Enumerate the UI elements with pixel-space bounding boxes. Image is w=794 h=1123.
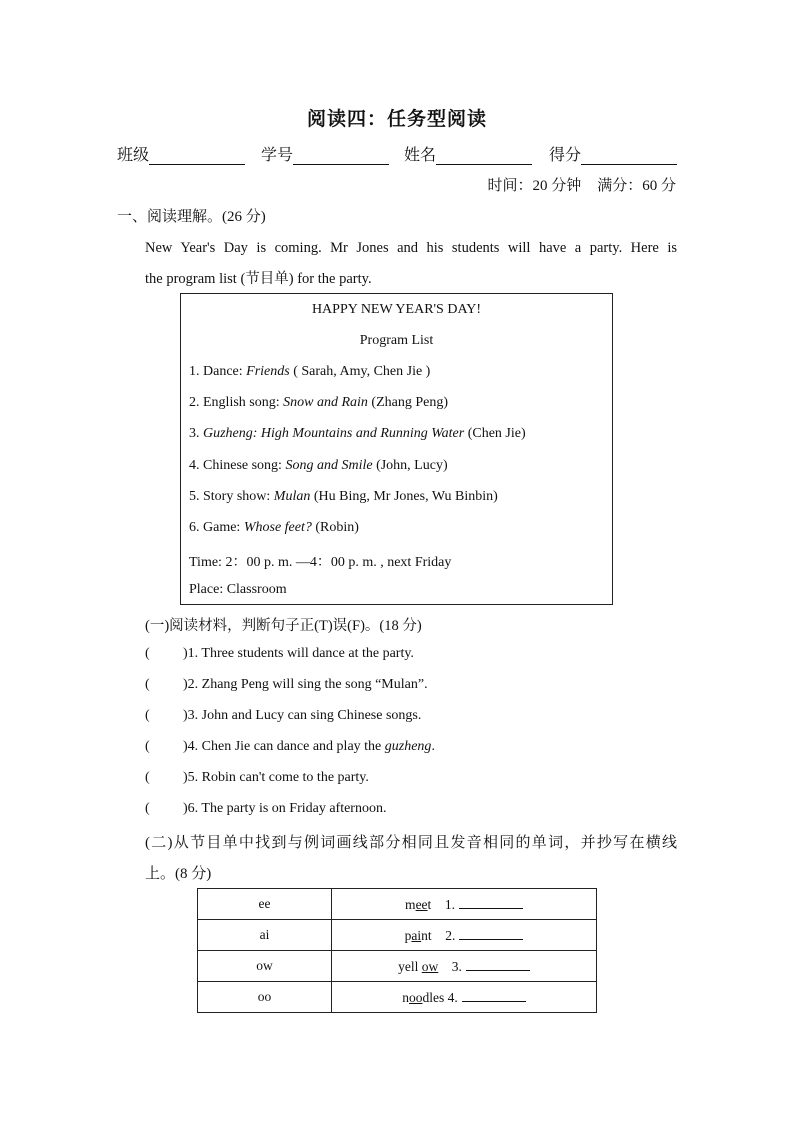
answer-slot[interactable]: (: [145, 646, 150, 661]
answer-slot[interactable]: (: [145, 708, 150, 723]
intro-paragraph: [145, 233, 677, 295]
page-title: 阅读四：任务型阅读: [306, 109, 487, 130]
phonics-table: [197, 888, 597, 1013]
table-row: [198, 889, 597, 920]
sound-cell: ai: [198, 920, 332, 951]
word-cell: paint 2.: [332, 920, 597, 951]
program-item-title: Song and Smile: [285, 458, 373, 473]
program-item-title: Snow and Rain: [283, 395, 368, 410]
number-blank[interactable]: [293, 146, 389, 165]
program-heading: HAPPY NEW YEAR'S DAY!: [311, 302, 482, 317]
program-item: 2. English song: Snow and Rain (Zhang Peng): [189, 395, 448, 410]
number-field: [261, 142, 389, 165]
table-row: [198, 982, 597, 1013]
student-info-row: [117, 142, 677, 166]
answer-blank[interactable]: [459, 927, 523, 940]
part2-heading: [145, 828, 677, 890]
intro-line-1: New Year's Day is coming. Mr Jones and his students will have a party. Here is: [145, 240, 677, 256]
word-cell: yell ow 3.: [332, 951, 597, 982]
program-item: 3. Guzheng: High Mountains and Running Water (Chen Jie): [189, 426, 526, 441]
program-item: 1. Dance: Friends ( Sarah, Amy, Chen Jie ): [189, 364, 431, 379]
sound-cell: ow: [198, 951, 332, 982]
program-item: 5. Story show: Mulan (Hu Bing, Mr Jones, Wu Binbin): [189, 489, 498, 504]
name-field: [404, 142, 532, 165]
program-item-title: Whose feet?: [243, 520, 312, 535]
answer-slot[interactable]: (: [145, 677, 150, 692]
answer-slot[interactable]: (: [145, 801, 150, 816]
number-label: 学号: [261, 147, 294, 164]
tf-question: ( )3. John and Lucy can sing Chinese songs.: [145, 708, 422, 723]
tf-question: ( )2. Zhang Peng will sing the song “Mulan”.: [145, 677, 428, 692]
table-row: [198, 920, 597, 951]
full-score: 满分：60 分: [597, 178, 676, 194]
answer-blank[interactable]: [466, 958, 530, 971]
class-field: [117, 142, 245, 165]
answer-blank[interactable]: [459, 896, 523, 909]
tf-question: ( )1. Three students will dance at the party.: [145, 646, 414, 661]
program-time: Time: 2：00 p. m. —4：00 p. m. , next Friday: [189, 555, 452, 570]
tf-question: ( )5. Robin can't come to the party.: [145, 770, 369, 785]
section-heading: 一、阅读理解。(26 分): [117, 209, 266, 225]
answer-slot[interactable]: (: [145, 739, 150, 754]
table-row: [198, 951, 597, 982]
program-item: 4. Chinese song: Song and Smile (John, Lucy): [189, 458, 448, 473]
part2-heading-line-1: (二)从节目单中找到与例词画线部分相同且发音相同的单词，并抄写在横线: [145, 835, 677, 851]
answer-blank[interactable]: [462, 989, 526, 1002]
program-item: 6. Game: Whose feet? (Robin): [189, 520, 359, 535]
name-label: 姓名: [404, 147, 437, 164]
program-subheading: Program List: [359, 333, 434, 348]
word-cell: noodles 4.: [332, 982, 597, 1013]
score-blank[interactable]: [581, 146, 677, 165]
time-score-row: [487, 174, 676, 195]
program-list-box: [180, 293, 613, 605]
sound-cell: ee: [198, 889, 332, 920]
score-field: [549, 142, 677, 165]
sound-cell: oo: [198, 982, 332, 1013]
class-blank[interactable]: [149, 146, 245, 165]
word-cell: meet 1.: [332, 889, 597, 920]
program-item-title: Guzheng: High Mountains and Running Water: [203, 426, 465, 441]
time-limit: 时间：20 分钟: [487, 178, 582, 194]
tf-question: ( )4. Chen Jie can dance and play the guzheng.: [145, 739, 435, 754]
score-label: 得分: [549, 147, 582, 164]
class-label: 班级: [117, 147, 150, 164]
program-item-title: Mulan: [273, 489, 311, 504]
program-place: Place: Classroom: [189, 582, 287, 597]
part1-heading: (一)阅读材料，判断句子正(T)误(F)。(18 分): [145, 618, 422, 634]
tf-question: ( )6. The party is on Friday afternoon.: [145, 801, 387, 816]
part2-heading-line-2: 上。(8 分): [145, 866, 212, 882]
name-blank[interactable]: [436, 146, 532, 165]
program-item-title: Friends: [246, 364, 290, 379]
answer-slot[interactable]: (: [145, 770, 150, 785]
intro-line-2: the program list (节目单) for the party.: [145, 271, 372, 287]
